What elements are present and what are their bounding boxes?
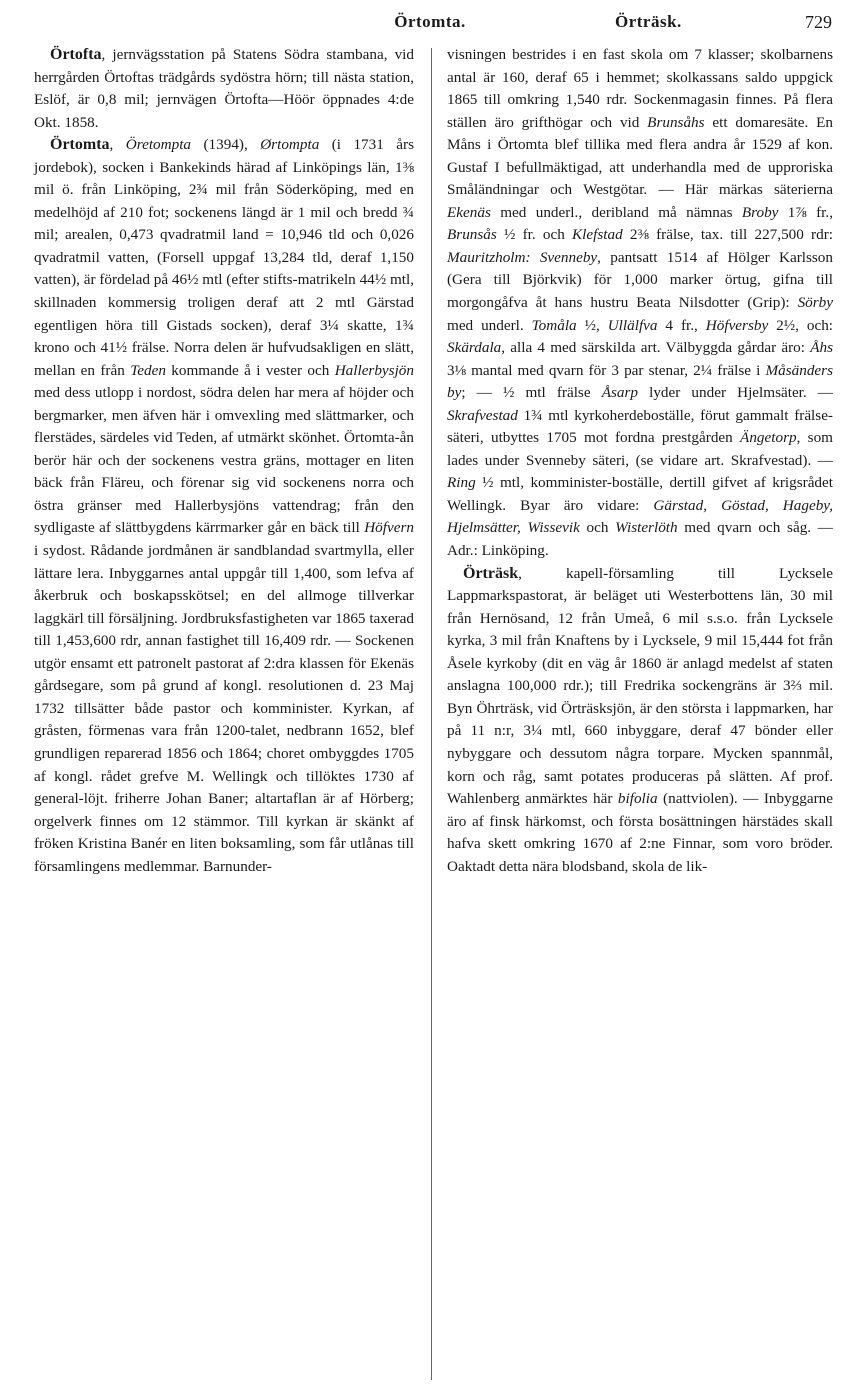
headword-ortofta: Örtofta [50,46,102,63]
entry-text: 2⅜ frälse, tax. till 227,500 rdr: [622,226,833,244]
entry-text: , som lades under Svenneby säteri, (se vidare art. Skrafvestad). — [447,429,833,469]
entry-text: , jernvägsstation på Statens Södra stambana, vid herrgården Örtoftas trädgårds sydöstra hörn; till nästa station, Eslöf, är 0,8 mil; jernvägen Örtofta—Höör öppnades 4:de Okt. 1858. [34,46,414,131]
italic-term: Ørtompta [260,136,320,154]
italic-term: Ängetorp [740,429,797,447]
entry-text: visningen bestrides i en fast skola om 7 klasser; skolbarnens antal är 160, deraf 65 i hemmet; skolkassans saldo uppgick 1865 till omkring 1,540 rdr. Sockenmagasin finnes. På flera ställen äro grifthögar och vid [447,46,833,131]
italic-term: Åhs [810,339,833,357]
entry-text: kommande å i vester och [165,361,335,379]
italic-term: Höfversby [705,316,769,334]
italic-term: Höfvern [364,519,414,537]
italic-term: Brunsåhs [647,113,705,131]
entry-text: (1394), [191,136,261,154]
entry-text: ½ mtl, komminister-boställe, dertill gifvet af krigsrådet Wellingk. Byar äro vidare: [447,474,833,514]
italic-term: Gärstad, Göstad, Hageby, Hjelmsätter, Wissevik [447,496,833,537]
italic-term: Mauritzholm: Svenneby [447,248,598,266]
entry-ortofta [34,44,414,134]
entry-text: (nattviolen). — Inbyggarne äro af finsk härkomst, och första bosättningen härstädes skall hafva skett omkring 1670 af 2:ne Finnar, som voro bröder. Oaktadt detta nära blodsband, skola de lik- [447,790,833,875]
entry-ortrask [447,563,833,879]
italic-term: Sörby [797,294,833,312]
right-running-head: Örträsk. [615,12,682,31]
entry-text: 2½, och: [768,316,834,334]
italic-term: Brunsås [447,226,497,244]
italic-term: Broby [741,203,779,221]
entry-text: , [109,136,126,154]
italic-term: Klefstad [572,226,623,244]
italic-term: Öretompta [125,136,192,154]
headword-ortrask: Örträsk [463,564,519,582]
left-running-head: Örtomta. [394,12,466,31]
italic-term: Ring [447,474,476,492]
italic-term: Ekenäs [447,203,491,221]
entry-text: , alla 4 med särskilda art. Välbyggda gårdar äro: [501,339,811,357]
italic-term: Måsänders by [447,361,833,402]
entry-text: 1¾ mtl kyrkoherdeboställe, förut gammalt frälse-säteri, utbyttes 1705 mot fordna prestgården [447,406,833,447]
italic-term: Wisterlöth [615,519,678,537]
entry-text: och [579,519,616,537]
entry-text: 3⅛ mantal med qvarn för 3 par stenar, 2¼ frälse i [447,361,766,379]
entry-ortomta [34,134,414,878]
entry-text: , pantsatt 1514 af Hölger Karlsson (Gera till Björkvik) för 1,000 marker örtug, gifna till morgongåfva åt hans hustru Beata Nilsdotter (Grip): [447,248,833,312]
italic-term: Ullälfva [607,316,658,334]
entry-text: (i 1731 års jordebok), socken i Bankekinds härad af Linköpings län, 1⅜ mil ö. från Linköping, 2¾ mil från Söderköping, med en medelhöjd af 210 fot; sockenens längd är 1 mil och bredd ¾ mil; arealen, 0,473 qvadratmil land = 10,946 tld och 0,026 qvadratmil vatten, (Forsell uppgaf 13,284 tld, deraf 1,150 vatten), är fördelad på 46½ mtl (efter stifts-matrikeln 44½ mtl, skillnaden kommersig troligen deraf att 2 mtl Gärstad egentligen höra till Gistads socken), deraf 3¼ skatte, 1¾ krono och 41½ frälse. Norra delen är hufvudsakligen en slätt, mellan en från [34,136,414,379]
entry-text: ½, [576,316,608,334]
italic-term: Teden [130,361,166,379]
entry-text: , kapell-församling till Lycksele Lappmarkspastorat, är beläget uti Westerbottens län, 30 mil från Hernösand, 12 från Umeå, 6 mil s.s.o. från Lycksele kyrka, 3 mil från Knaftens by i Lycksele, 9 mil 15,444 fot från Åsele kyrkoby (dit en väg år 1860 är anlagd medelst af staten anslagna 100,000 rdr.); till Fredrika sockengräns är 3⅔ mil. Byn Öhrträsk, vid Örträsksjön, är den största i lappmarken, har på 11 n:r, 3¼ mtl, 660 inbyggare, deraf 47 bönder eller nybyggare och dessutom några torpare. Mycken spannmål, korn och råg, samt potates produceras på slätten. Af prof. Wahlenberg anmärktes här [447,564,833,808]
italic-term: Hallerbysjön [334,361,414,379]
italic-term: Tomåla [531,316,577,334]
entry-text: 4 fr., [657,316,706,334]
entry-text: med dess utlopp i nordost, södra delen har mera af höjder och bergmarker, men äfven här i omvexling med slättmarker, och flerstädes, särdeles vid Teden, af utmärkt skönhet. Örtomta-ån berör här och der sockenens vestra gräns, mottager en liten bäck från Fläreu, och förenar sig vid sockenens norra och östra gränser med Hallerbysjöns vattendrag; från den sydligaste af slättbygdens kärrmarker går en bäck till [34,384,414,537]
entry-text: i sydost. Rådande jordmånen är sandblandad svartmylla, eller lättare lera. Inbyggarnes antal uppgår till 1,400, som lefva af åkerbruk och boskapsskötsel; en del allmoge tillverkar laggkärl till försäljning. Jordbruksfastigheten var 1865 taxerad till 1,453,600 rdr, annan fastighet till 16,409 rdr. — Sockenen utgör ensamt ett patronelt pastorat af 2:dra klassen för Ekenäs gårdsegare, som på grund af kongl. resolutionen d. 23 Maj 1732 tillsätter både pastor och komminister. Kyrkan, af gråsten, förmenas vara från 1200-talet, nedbrann 1652, blef grundligen reparerad 1856 och 1864; choret ombyggdes 1705 af kongl. rådet grefve M. Wellingk och tillöktes 1730 af general-löjt. friherre Johan Baner; altartaflan är af Hörberg; orgelverk finnes om 12 stämmor. Till kyrkan är skänkt af fröken Kristina Banér en liten boksamling, som får utlånas till församlingens medlemmar. Barnunder- [34,542,415,875]
entry-text: med underl. [447,316,532,334]
column-divider [431,48,432,1380]
entry-text: ett domaresäte. En Måns i Örtomta blef tillika med flera andra år 1529 af kon. Gustaf I befullmäktigad, att underhandla med de upproriska Småländningar och Westgötar. — Här märkas säterierna [447,113,833,199]
left-column [34,44,414,878]
headword-ortomta: Örtomta [50,136,110,154]
entry-text: med underl., deribland må nämnas [490,203,742,221]
entry-ortomta-continued [447,44,833,563]
entry-text: 1⅞ fr., [778,203,833,221]
italic-term: Skrafvestad [447,406,518,424]
italic-term: bifolia [617,790,658,808]
running-header [50,8,832,40]
italic-term: Åsarp [601,384,638,402]
entry-text: ; — ½ mtl frälse [461,384,602,402]
italic-term: Skärdala [447,339,502,357]
entry-text: ½ fr. och [496,226,573,244]
entry-text: lyder under Hjelmsäter. — [637,384,833,402]
entry-text: med qvarn och såg. — Adr.: Linköping. [447,519,833,560]
right-column [447,44,833,878]
page-number: 729 [805,12,832,32]
